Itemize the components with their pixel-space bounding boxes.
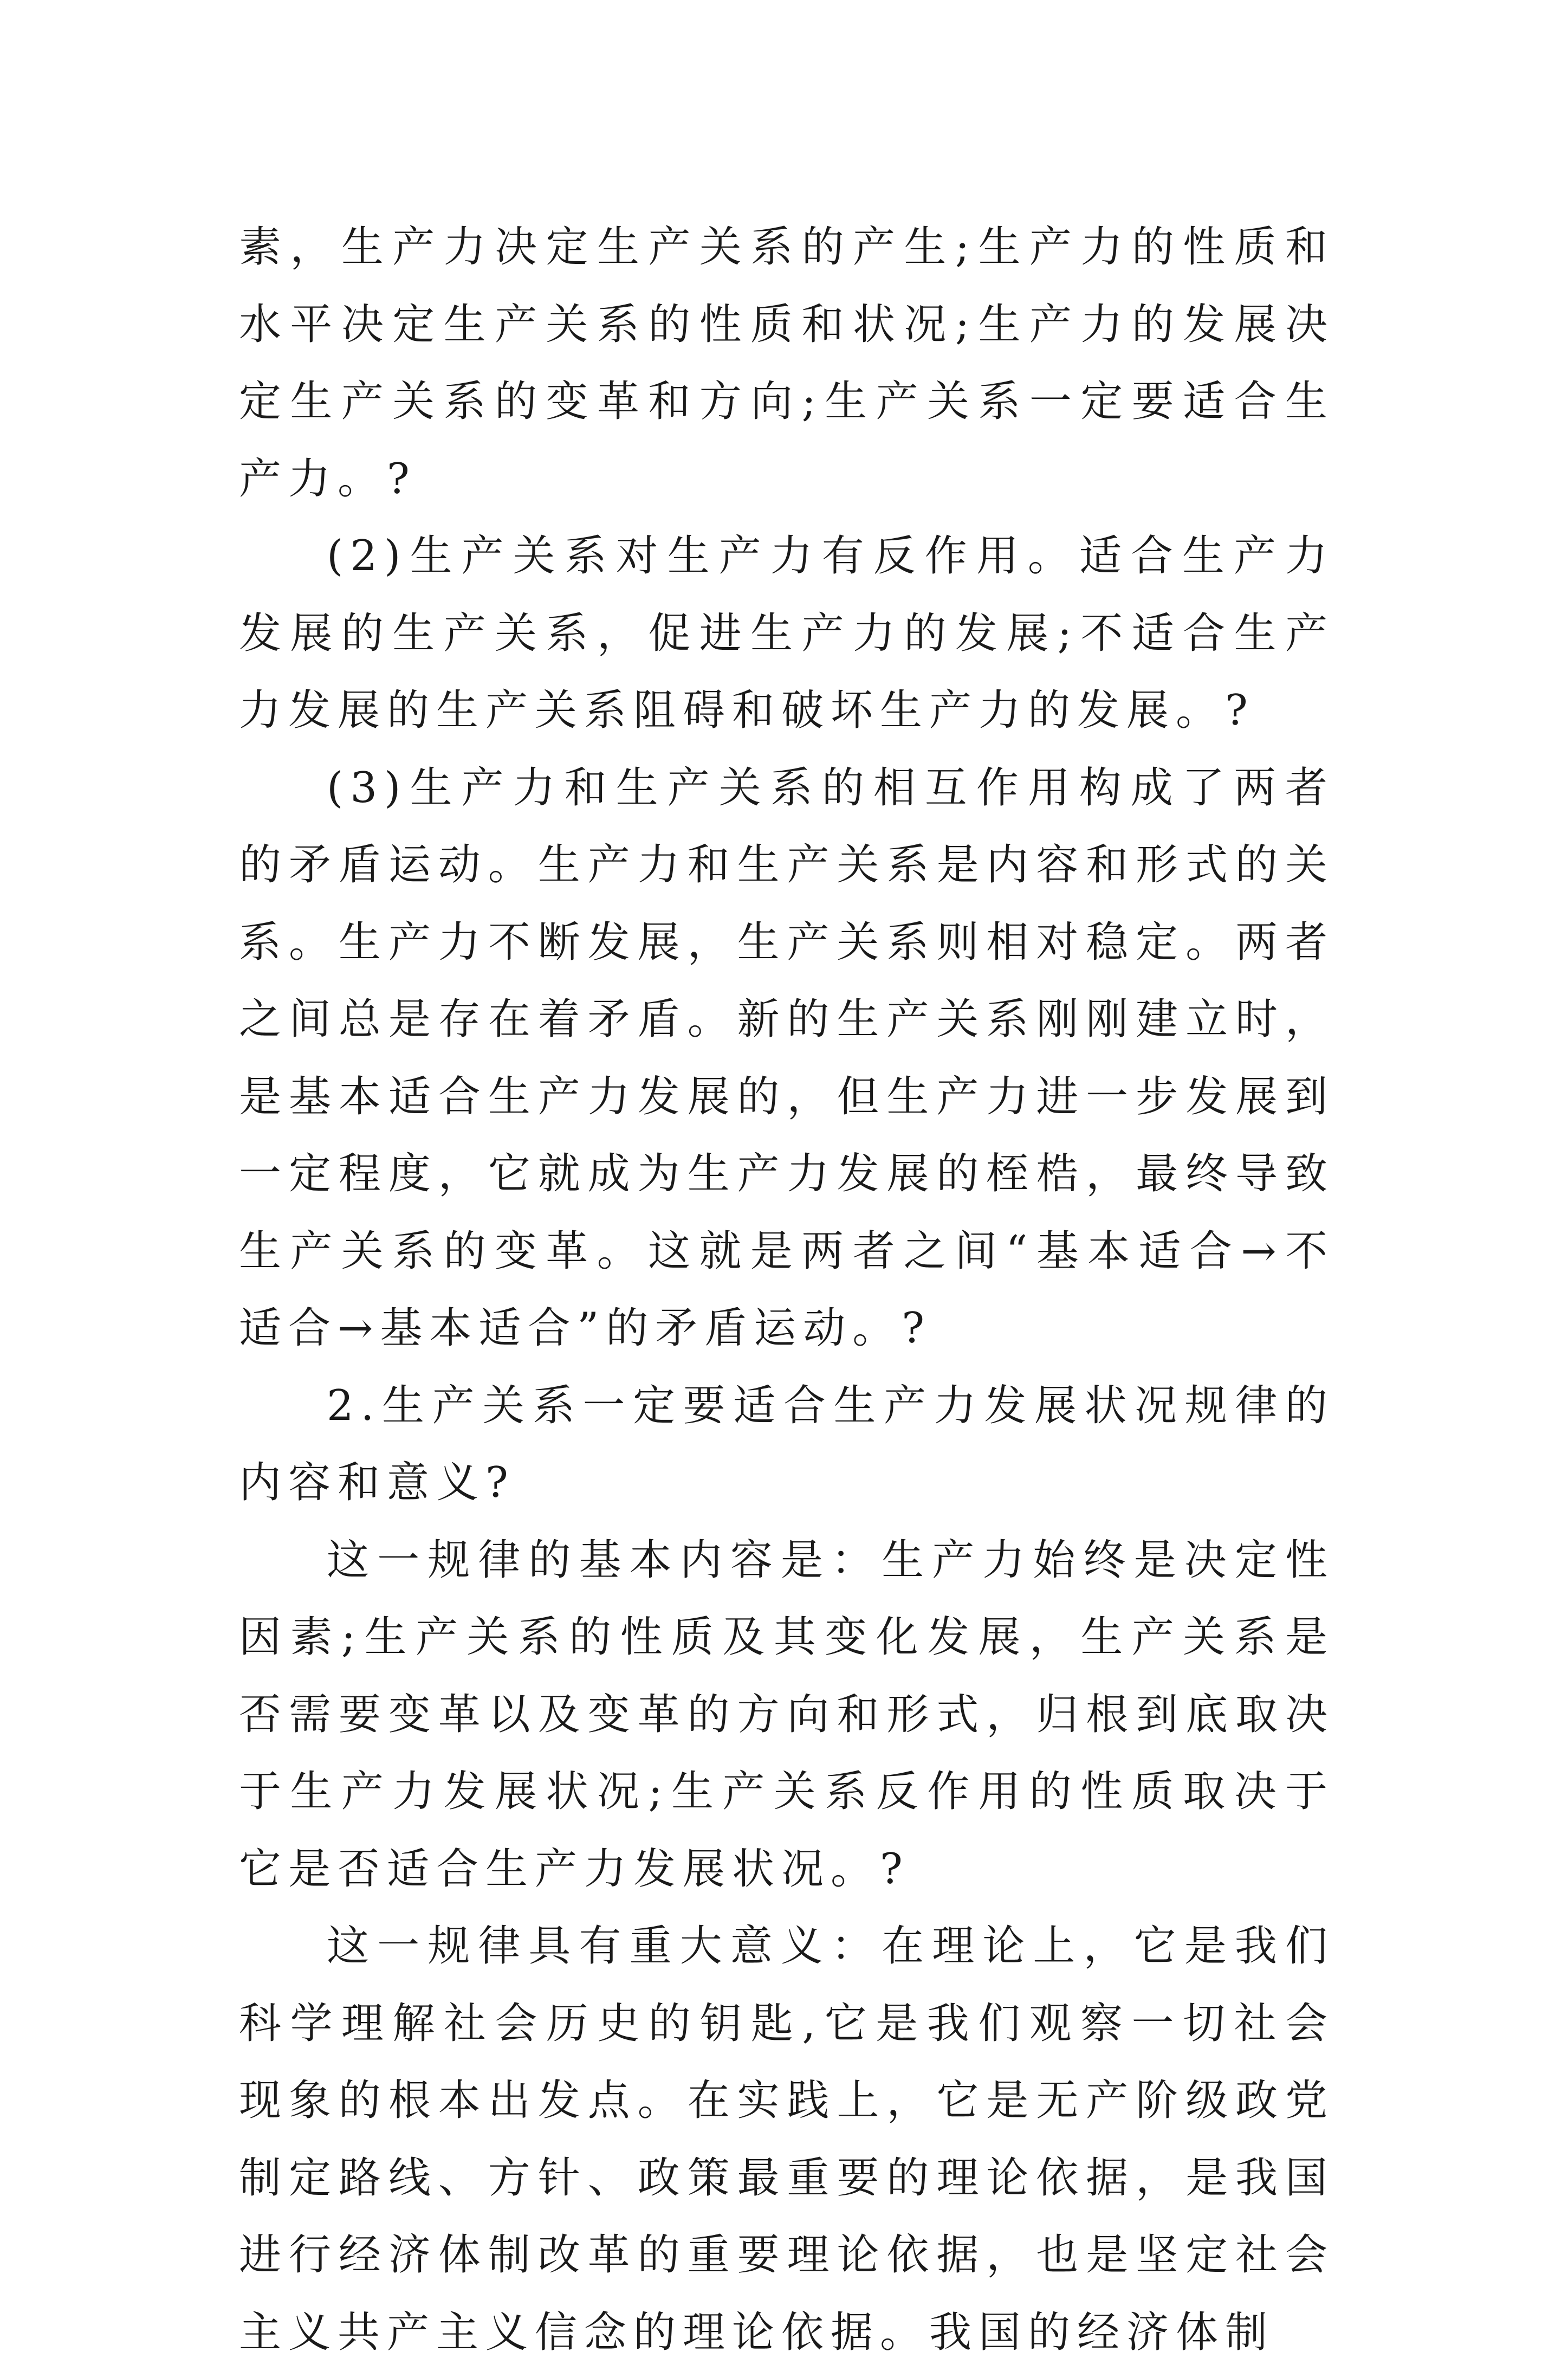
paragraph-6: 这一规律具有重大意义：在理论上，它是我们科学理解社会历史的钥匙,它是我们观察一切社会现象的根本出发点。在实践上，它是无产阶级政党制定路线、方针、政策最重要的理论依据，是我国进行经济体制改革的重要理论依据，也是坚定社会主义共产主义信念的理论依据。我国的经济体制	[239, 1922, 1334, 2357]
paragraph-1: 素，生产力决定生产关系的产生;生产力的性质和水平决定生产关系的性质和状况;生产力的发展决定生产关系的变革和方向;生产关系一定要适合生产力。?	[239, 223, 1334, 503]
paragraph-2: (2)生产关系对生产力有反作用。适合生产力发展的生产关系，促进生产力的发展;不适合生产力发展的生产关系阻碍和破坏生产力的发展。?	[239, 532, 1334, 735]
paragraph-4-heading: 2.生产关系一定要适合生产力发展状况规律的内容和意义?	[239, 1381, 1334, 1507]
paragraph-3: (3)生产力和生产关系的相互作用构成了两者的矛盾运动。生产力和生产关系是内容和形式的关系。生产力不断发展，生产关系则相对稳定。两者之间总是存在着矛盾。新的生产关系刚刚建立时，是基本适合生产力发展的，但生产力进一步发展到一定程度，它就成为生产力发展的桎梏，最终导致生产关系的变革。这就是两者之间“基本适合→不适合→基本适合”的矛盾运动。?	[239, 763, 1334, 1353]
paragraph-5: 这一规律的基本内容是：生产力始终是决定性因素;生产关系的性质及其变化发展，生产关系是否需要变革以及变革的方向和形式，归根到底取决于生产力发展状况;生产关系反作用的性质取决于它是否适合生产力发展状况。?	[239, 1535, 1334, 1894]
body-text	[239, 209, 1334, 2371]
